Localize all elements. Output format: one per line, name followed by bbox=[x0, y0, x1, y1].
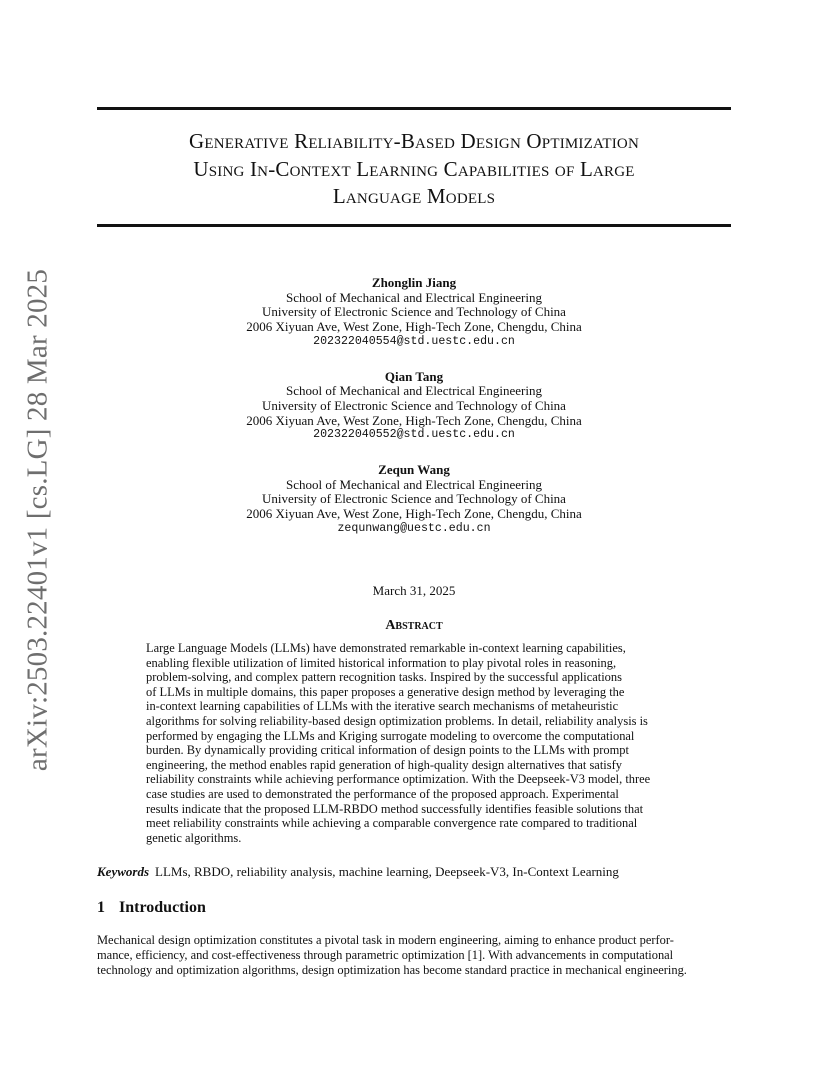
title-top-rule bbox=[97, 107, 731, 110]
title-line: Language Models bbox=[332, 184, 496, 208]
abstract-line: reliability constraints while achieving performance optimization. With the Deepseek-V3 model, three bbox=[146, 772, 651, 787]
author-list bbox=[97, 276, 731, 537]
author-email[interactable]: zequnwang@uestc.edu.cn bbox=[337, 521, 491, 535]
introduction-text bbox=[97, 933, 737, 977]
author-university: University of Electronic Science and Technology of China bbox=[262, 491, 566, 507]
author-address: 2006 Xiyuan Ave, West Zone, High-Tech Zone, Chengdu, China bbox=[246, 506, 582, 522]
abstract-line: performed by engaging the LLMs and Kriging surrogate modeling to overcome the computational bbox=[146, 728, 635, 743]
abstract-line: problem-solving, and complex pattern recognition tasks. Inspired by the successful applications bbox=[146, 670, 622, 685]
author-name: Zhonglin Jiang bbox=[371, 275, 457, 290]
author-university: University of Electronic Science and Technology of China bbox=[262, 304, 566, 320]
author-address: 2006 Xiyuan Ave, West Zone, High-Tech Zone, Chengdu, China bbox=[246, 319, 582, 335]
abstract-heading: Abstract bbox=[385, 618, 443, 633]
author-address: 2006 Xiyuan Ave, West Zone, High-Tech Zone, Chengdu, China bbox=[246, 412, 582, 428]
abstract-line: meet reliability constraints while achieving a comparable convergence rate compared to traditional bbox=[146, 816, 638, 831]
author-school: School of Mechanical and Electrical Engineering bbox=[286, 383, 542, 399]
section-title: Introduction bbox=[119, 899, 206, 916]
paper-date: March 31, 2025 bbox=[372, 583, 456, 598]
abstract-line: Large Language Models (LLMs) have demonstrated remarkable in-context learning capabilities, bbox=[146, 641, 626, 655]
abstract-line: in-context learning capabilities of LLMs with the iterative search mechanisms of metaheuristic bbox=[146, 699, 619, 714]
keywords-text: LLMs, RBDO, reliability analysis, machine learning, Deepseek-V3, In-Context Learning bbox=[155, 864, 619, 879]
abstract-line: results indicate that the proposed LLM-RBDO method successfully identifies feasible solutions that bbox=[146, 801, 644, 816]
author-school: School of Mechanical and Electrical Engineering bbox=[286, 289, 542, 305]
author-university: University of Electronic Science and Technology of China bbox=[262, 397, 566, 413]
abstract-line: engineering, the method enables rapid generation of high-quality design alternatives that satisfy bbox=[146, 757, 622, 772]
author-email[interactable]: 202322040554@std.uestc.edu.cn bbox=[313, 334, 515, 348]
author-block bbox=[97, 463, 731, 537]
title-line: Using In-Context Learning Capabilities of Large bbox=[193, 156, 635, 181]
intro-line: Mechanical design optimization constitutes a pivotal task in modern engineering, aiming to enhance product perfor- bbox=[97, 933, 674, 947]
arxiv-identifier-stamp: arXiv:2503.22401v1 [cs.LG] 28 Mar 2025 bbox=[21, 268, 54, 772]
section-number: 1 bbox=[97, 899, 105, 916]
abstract-line: enabling flexible utilization of limited historical information to play pivotal roles in reasoning, bbox=[146, 655, 617, 670]
paper-title bbox=[97, 128, 731, 211]
section-heading-introduction bbox=[97, 899, 206, 917]
abstract-line: of LLMs in multiple domains, this paper proposes a generative design method by leveraging the bbox=[146, 684, 625, 699]
intro-line: technology and optimization algorithms, design optimization has become standard practice in mechanical engineering. bbox=[97, 962, 687, 977]
author-block bbox=[97, 370, 731, 444]
author-name: Qian Tang bbox=[384, 368, 444, 384]
abstract-line: burden. By dynamically providing critical information of design points to the LLMs with prompt bbox=[146, 743, 629, 758]
author-name: Zequn Wang bbox=[378, 462, 450, 478]
abstract-line: algorithms for solving reliability-based design optimization problems. In detail, reliability analysis is bbox=[146, 713, 648, 728]
abstract-text bbox=[146, 641, 684, 845]
abstract-line: case studies are used to demonstrated the performance of the proposed approach. Experimental bbox=[146, 786, 619, 801]
title-line: Generative Reliability-Based Design Optimization bbox=[189, 129, 639, 153]
author-block bbox=[97, 276, 731, 350]
keywords-label: Keywords bbox=[97, 864, 149, 879]
author-school: School of Mechanical and Electrical Engineering bbox=[286, 476, 542, 492]
author-email[interactable]: 202322040552@std.uestc.edu.cn bbox=[313, 428, 515, 442]
abstract-line: genetic algorithms. bbox=[146, 830, 242, 845]
intro-line: mance, efficiency, and cost-effectiveness through parametric optimization [1]. With advancements in computational bbox=[97, 947, 674, 962]
title-bottom-rule bbox=[97, 224, 731, 227]
keywords bbox=[97, 864, 619, 880]
